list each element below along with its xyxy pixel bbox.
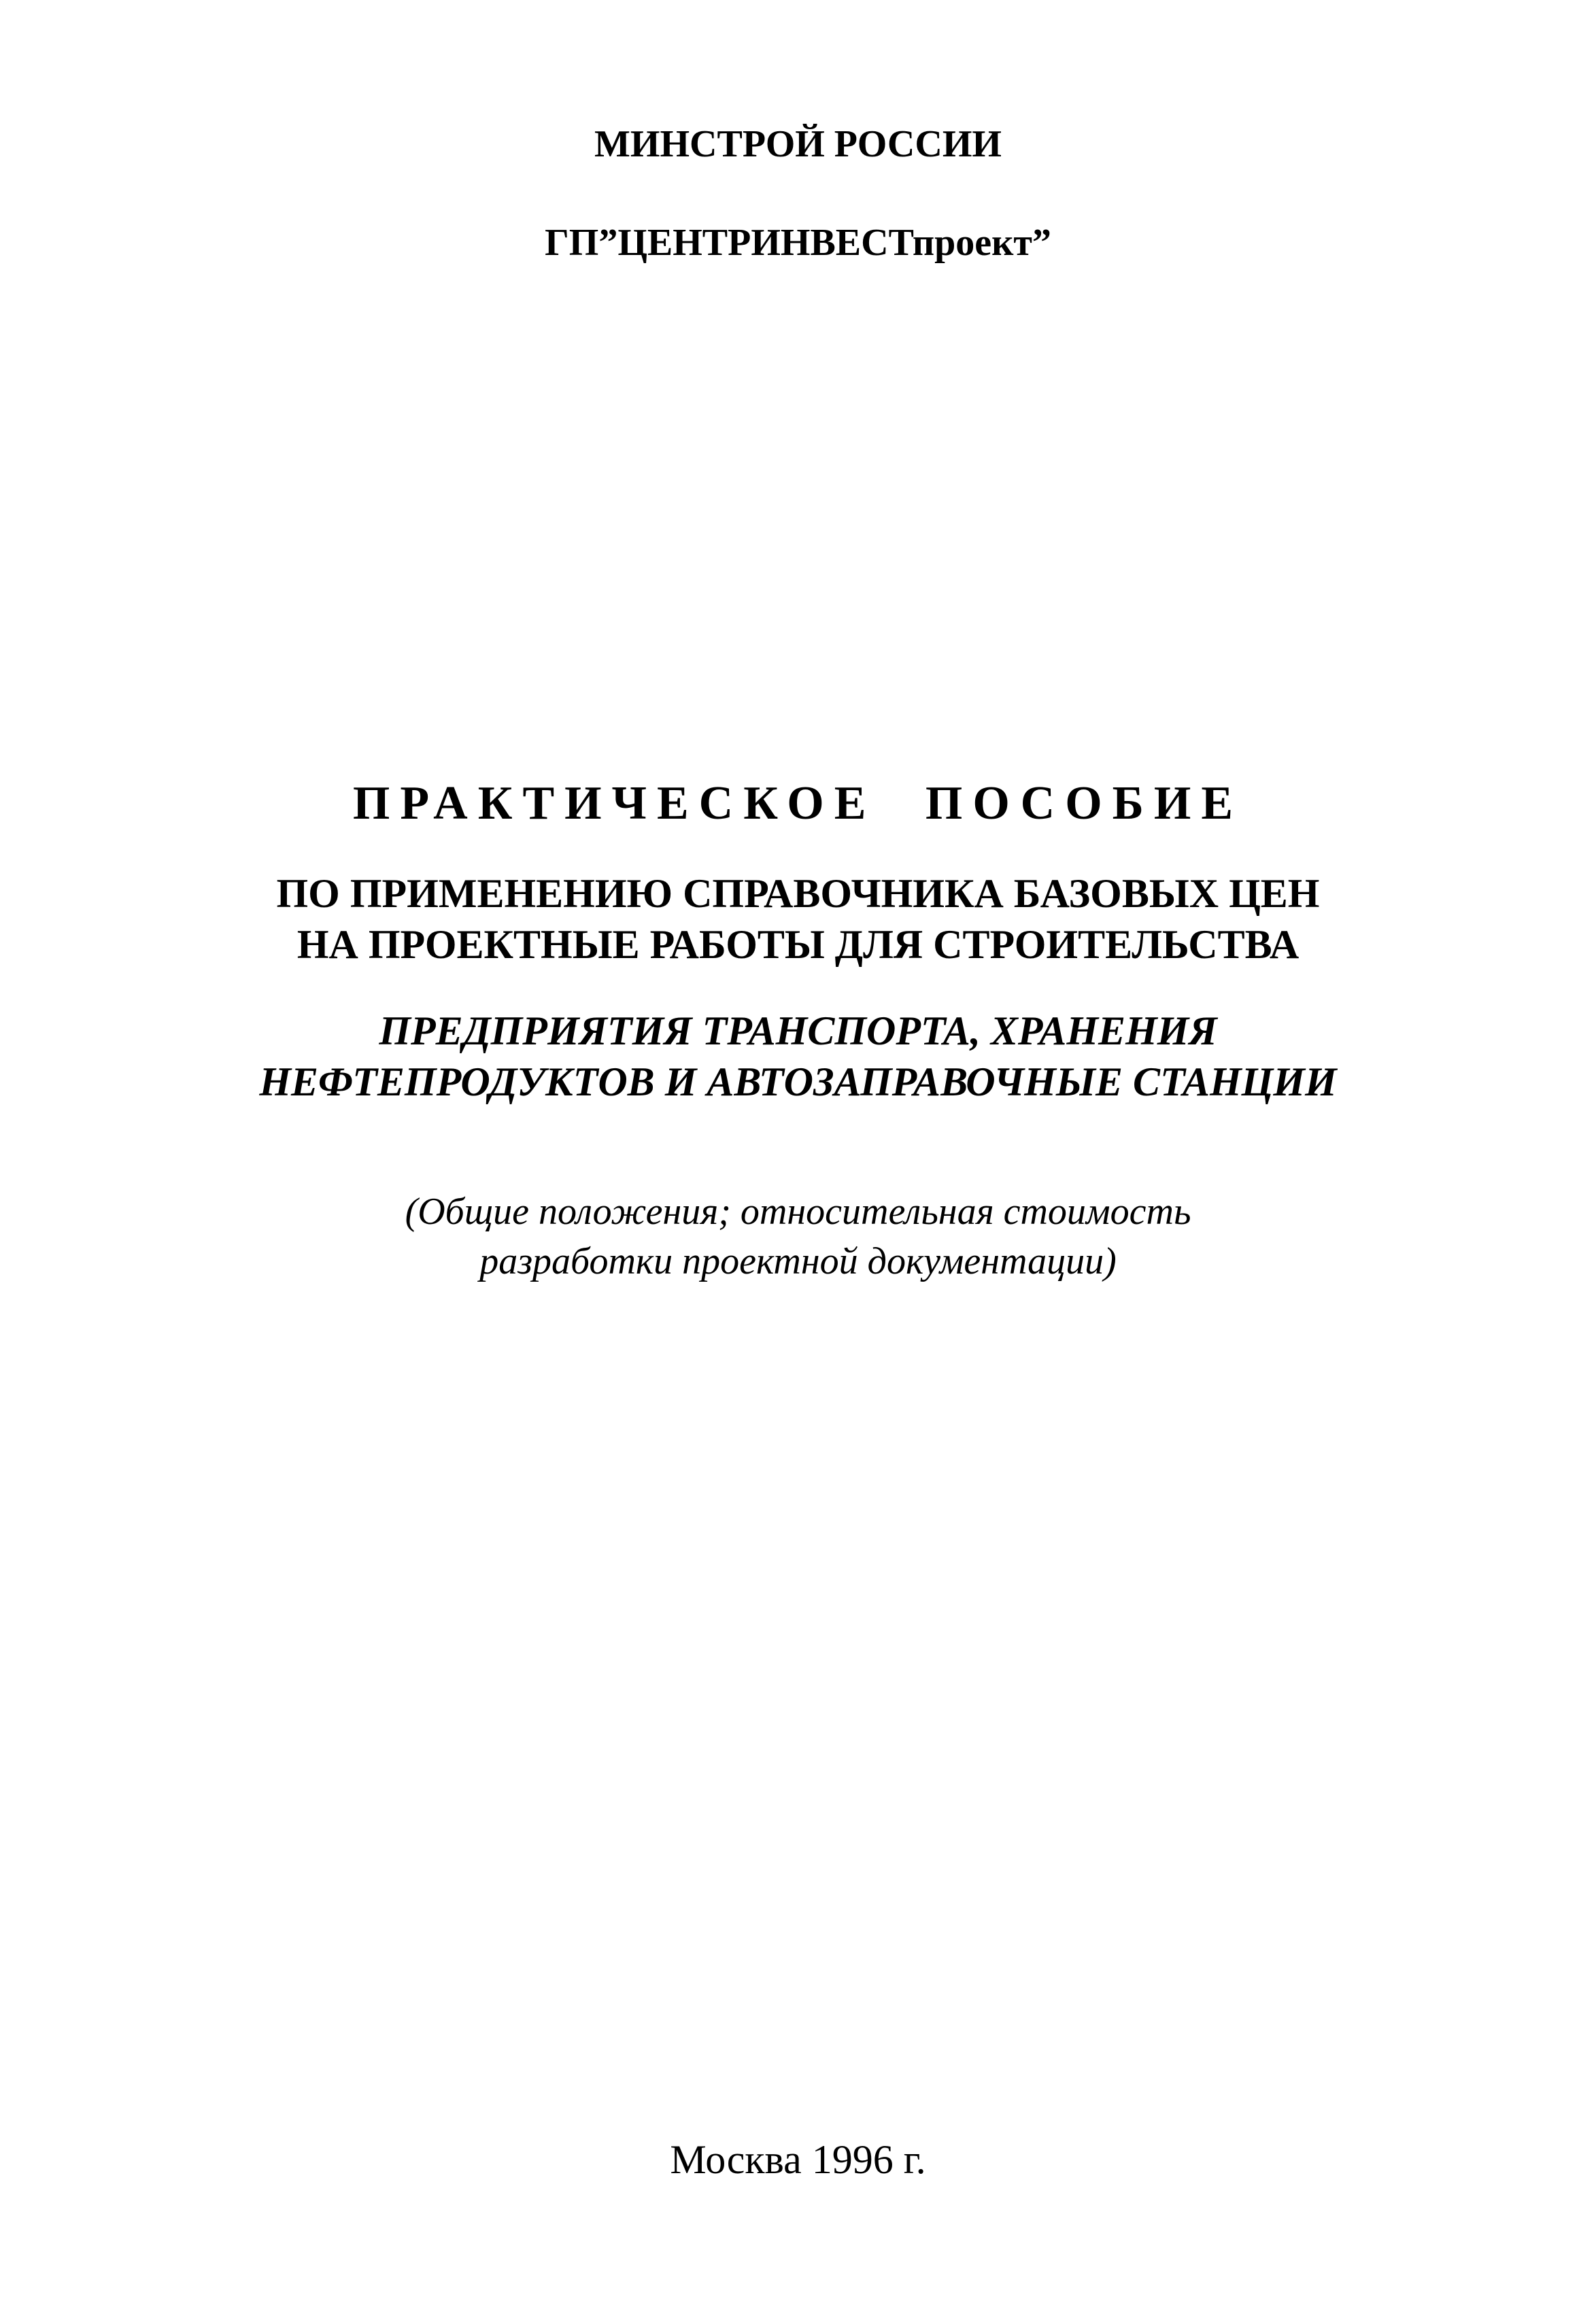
purpose-line-2: НА ПРОЕКТНЫЕ РАБОТЫ ДЛЯ СТРОИТЕЛЬСТВА <box>296 922 1300 967</box>
place-and-year: Москва 1996 г. <box>670 2137 926 2182</box>
document-type-heading: ПРАКТИЧЕСКОЕ ПОСОБИЕ <box>352 777 1244 830</box>
scope-line-2: разработки проектной документации) <box>479 1240 1117 1282</box>
scope-line-1: (Общие положения; относительная стоимость <box>405 1191 1191 1233</box>
purpose-line-1: ПО ПРИМЕНЕНИЮ СПРАВОЧНИКА БАЗОВЫХ ЦЕН <box>276 871 1320 916</box>
subject-line-1: ПРЕДПРИЯТИЯ ТРАНСПОРТА, ХРАНЕНИЯ <box>379 1008 1217 1053</box>
ministry-name: МИНСТРОЙ РОССИИ <box>594 123 1002 165</box>
subject-line-2: НЕФТЕПРОДУКТОВ И АВТОЗАПРАВОЧНЫЕ СТАНЦИИ <box>259 1059 1337 1104</box>
organization-name: ГП”ЦЕНТРИНВЕСТпроект” <box>545 222 1051 264</box>
